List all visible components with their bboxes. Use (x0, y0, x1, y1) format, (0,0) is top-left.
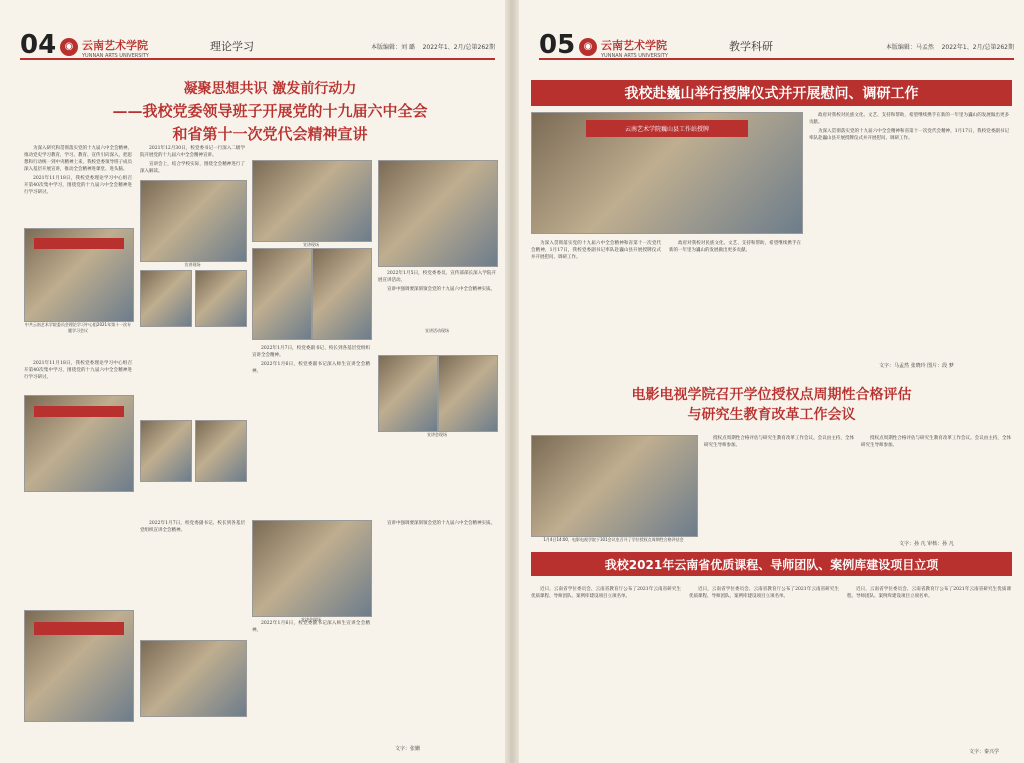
editor: 本版编辑：马孟然 (885, 44, 934, 51)
right-page (519, 0, 1024, 763)
photo-caption-1: 中共云南艺术学院委员会理论学习中心组2021年第十一次专题学习会议 (24, 322, 132, 333)
text-column-7: 2022年1月6日，校党委副书记深入师生宣讲全会精神。 (252, 621, 370, 633)
title-line-1: 凝聚思想共识 激发前行动力 (183, 81, 357, 97)
left-page (0, 0, 505, 763)
right-text-col-g: 近日，云南省学位委员会、云南省教育厅公布了2021年云南省研究生优质课程、导师团队、案例库建设项目立项名单。 (689, 587, 839, 599)
photo-classroom-2 (378, 355, 438, 432)
left-author: 文字：张姗 (395, 746, 421, 752)
photo-speech-1 (140, 180, 247, 262)
photo-award-ceremony (531, 112, 803, 234)
photo-speech-4 (140, 420, 192, 482)
photo-meeting-1 (24, 228, 134, 322)
photo-evaluation-meeting (531, 435, 698, 537)
page-number: 05 (539, 30, 576, 60)
school-logo (60, 34, 149, 59)
page-gutter (505, 0, 519, 763)
page-meta (371, 42, 495, 51)
text-column-4: 2022年1月5日，校党委委员、宣传部部长深入学院开展宣讲活动。 宣讲中强调要深刻领会党的十九届六中全会精神实质。 (378, 271, 496, 292)
title2-line-1: 电影电视学院召开学位授权点周期性合格评估 (631, 387, 912, 403)
right-text-col-b: 政府对我校对民族文化、文艺、支持和帮助，希望继续携手在新的一年里为巍山的发展做出更多贡献。 (669, 241, 801, 253)
title-line-2: ——我校党委领导班子开展党的十九届六中全会 (112, 102, 428, 120)
title-line-3: 和省第十一次党代会精神宣讲 (172, 125, 368, 143)
issue: 2022年1、2月/总第262期 (422, 44, 495, 51)
article-banner-1: 我校赴巍山举行授牌仪式并开展慰问、调研工作 (531, 80, 1012, 106)
photo-meeting-3 (24, 610, 134, 722)
page-number: 04 (20, 30, 57, 60)
left-page-header (20, 30, 495, 60)
photo-caption-evaluation: 1月4日14:00，电影电视学院于301会议室召开了学位授权点周期性合格评估会 (543, 537, 684, 542)
logo-text: 云南艺术学院 (601, 39, 667, 52)
photo-banner: 云南艺术学院巍山县工作站授牌 (586, 120, 748, 137)
text-column-8: 宣讲中强调要深刻领会党的十九届六中全会精神实质。 (387, 521, 495, 526)
photo-caption-2: 宣讲现场 (184, 262, 201, 267)
logo-en: YUNNAN ARTS UNIVERSITY (601, 53, 668, 59)
photo-caption-6: 宣讲会现场 (427, 432, 447, 437)
school-logo (579, 34, 668, 59)
photo-caption-4: 宣讲会现场 (301, 617, 321, 622)
right-author-1: 文字：马孟然 张晓玲 图片：段 梦 (879, 363, 954, 369)
logo-text: 云南艺术学院 (82, 39, 148, 52)
photo-speech-3 (195, 270, 247, 327)
photo-lecture-2 (252, 248, 312, 340)
photo-caption-5: 宣讲活动现场 (425, 328, 449, 333)
right-text-col-d: 授权点周期性合格评估与研究生教育改革工作会议。会议由主持，全体研究生导师参加。 (704, 436, 854, 448)
title2-line-2: 与研究生教育改革工作会议 (687, 407, 856, 423)
photo-meeting-2 (24, 395, 134, 492)
text-column-2: 2021年12月30日，校党委书记一行深入二级学院开展党的十九届六中全会精神宣讲。 宣讲会上，结合学校实际，围绕全会精神进行了深入解读。 (140, 146, 245, 174)
right-author-2: 文字：孙 凡 审核：孙 凡 (899, 541, 954, 547)
issue: 2022年1、2月/总第262期 (941, 44, 1014, 51)
photo-speech-2 (140, 270, 192, 327)
text-column-3: 2022年1月7日，校党委副书记、校长到各基层党组织宣讲全会精神。 2022年1月6日，校党委副书记深入师生宣讲全会精神。 (252, 346, 370, 374)
seal-icon: ◉ (579, 38, 597, 56)
article-title-2 (539, 385, 1004, 425)
photo-speech-6 (140, 640, 247, 717)
right-text-col-a: 为深入贯彻落实党的十九届六中全会精神和省第十一次党代会精神，1月17日，我校党委副书记率队赴巍山县开展授牌仪式并开展慰问、调研工作。 (531, 241, 661, 260)
text-column-6: 2022年1月7日，校党委副书记、校长到各基层党组织宣讲全会精神。 (140, 521, 245, 533)
photo-classroom-3 (438, 355, 498, 432)
right-text-col-e: 授权点周期性合格评估与研究生教育改革工作会议。会议由主持，全体研究生导师参加。 (861, 436, 1011, 448)
text-column-1: 为深入研究和贯彻落实党的十九届六中全会精神，推动党史学习教育，学习、教育、宣传引向深入，把思想和行动统一到中央精神上来，我校党委领导班子成员深入基层开展宣讲，推动全会精神进课堂、进头脑。 2021年11月18日，我校党委理论学习中心组召开第40次集中学习，围绕党的十九届六中全会精神进行学习研讨。 (24, 146, 132, 195)
photo-caption-3: 宣讲现场 (303, 242, 319, 247)
column-name: 教学科研 (729, 40, 773, 53)
editor: 本版编辑：刘 璐 (371, 44, 415, 51)
seal-icon: ◉ (60, 38, 78, 56)
photo-lecture-1 (252, 160, 372, 242)
photo-lecture-4 (252, 520, 372, 617)
text-column-5: 2021年11月18日，我校党委理论学习中心组召开第40次集中学习，围绕党的十九届六中全会精神进行学习研讨。 (24, 361, 132, 380)
photo-lecture-3 (312, 248, 372, 340)
article-banner-3: 我校2021年云南省优质课程、导师团队、案例库建设项目立项 (531, 552, 1012, 576)
right-text-col-f: 近日，云南省学位委员会、云南省教育厅公布了2021年云南省研究生优质课程、导师团队、案例库建设项目立项名单。 (531, 587, 681, 599)
article-title (60, 78, 480, 144)
right-author-3: 文字：秦兴学 (969, 749, 1000, 755)
column-name: 理论学习 (210, 40, 254, 53)
page-meta (886, 42, 1014, 51)
right-page-header (539, 30, 1014, 60)
right-text-col-h: 近日，云南省学位委员会、云南省教育厅公布了2021年云南省研究生优质课程、导师团队、案例库建设项目立项名单。 (847, 587, 1011, 599)
photo-classroom-1 (378, 160, 498, 267)
photo-speech-5 (195, 420, 247, 482)
right-text-col-c: 政府对我校对民族文化、文艺、支持和帮助，希望继续携手在新的一年里为巍山的发展做出更多贡献。 为深入贯彻落实党的十九届六中全会精神和省第十一次党代会精神，1月17日，我校党委副书记率队赴巍山县开展授牌仪式并开展慰问、调研工作。 (809, 113, 1009, 141)
logo-en: YUNNAN ARTS UNIVERSITY (82, 53, 149, 59)
